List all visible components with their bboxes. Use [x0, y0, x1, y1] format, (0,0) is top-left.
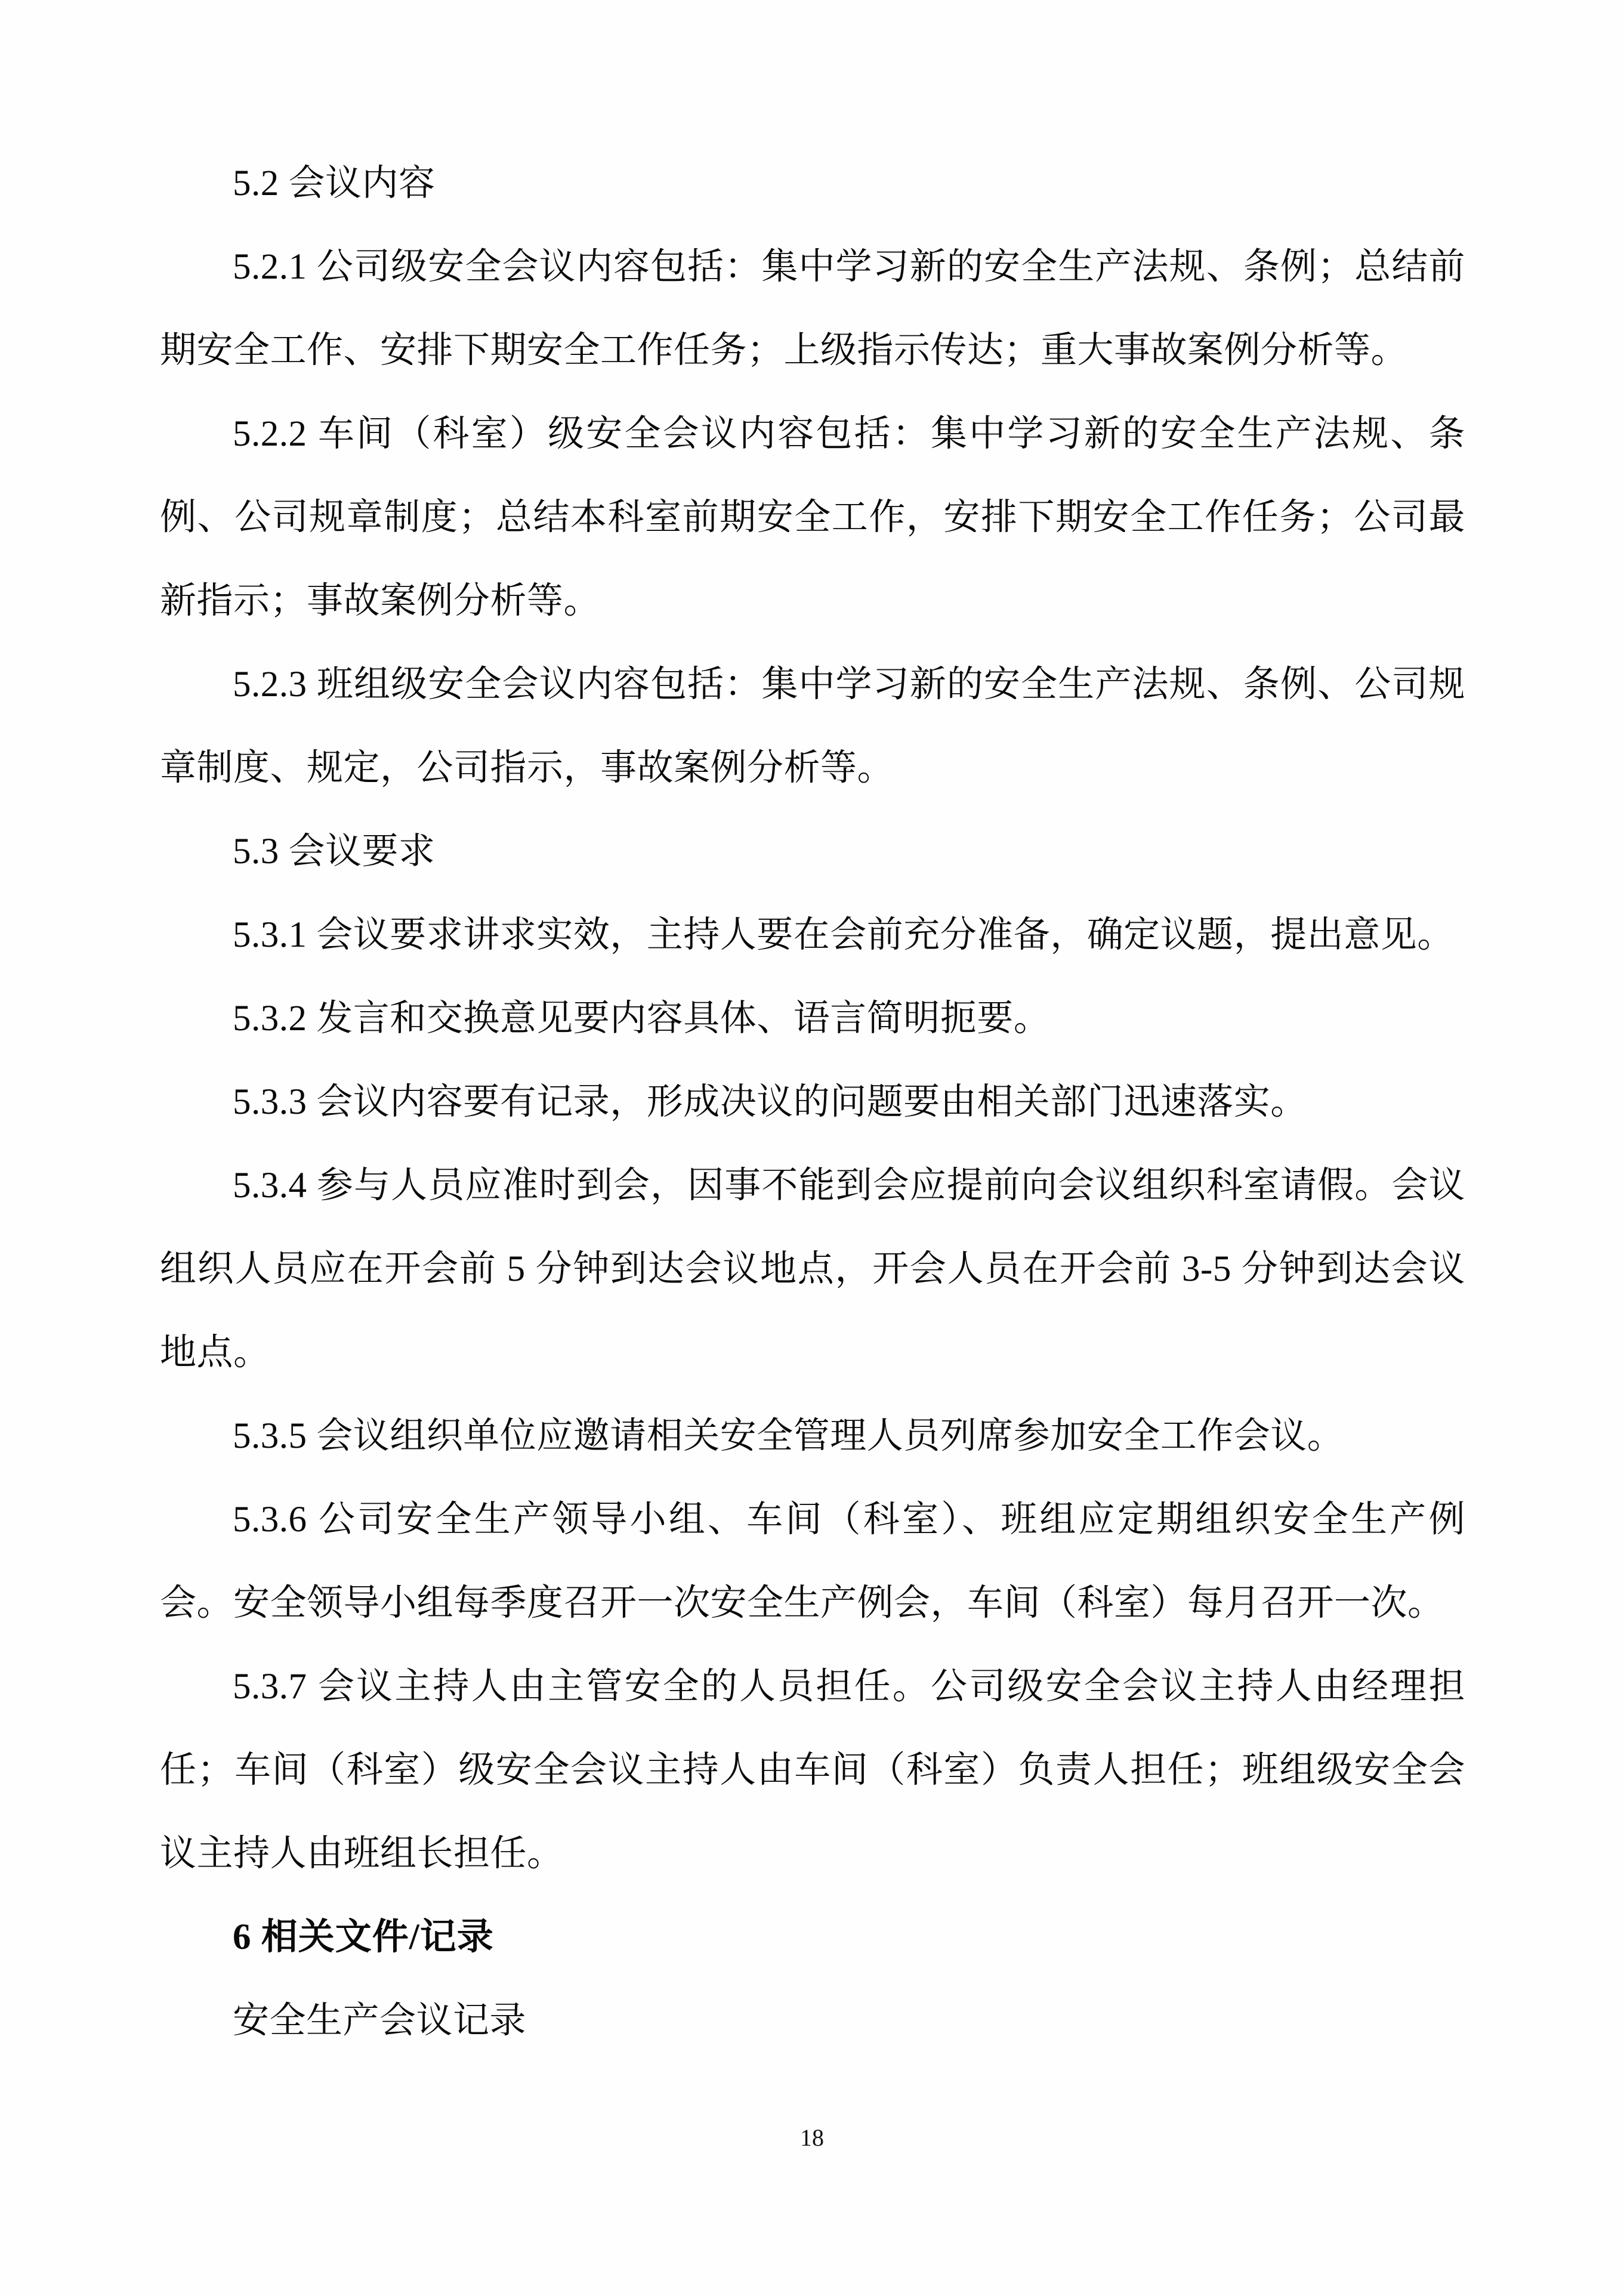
section-heading-5-3: 5.3 会议要求	[233, 832, 436, 872]
page-number: 18	[800, 2124, 824, 2151]
paragraph-5-2-2: 5.2.2 车间（科室）级安全会议内容包括：集中学习新的安全生产法规、条例、公司规章制度；总结本科室前期安全工作，安排下期安全工作任务；公司最新指示；事故案例分析等。	[160, 414, 1465, 621]
section-heading-6: 6 相关文件/记录	[233, 1917, 494, 1957]
section-heading-5-2: 5.2 会议内容	[233, 163, 436, 203]
paragraph-5-3-5: 5.3.5 会议组织单位应邀请相关安全管理人员列席参加安全工作会议。	[233, 1416, 1344, 1456]
paragraph-5-3-3: 5.3.3 会议内容要有记录，形成决议的问题要由相关部门迅速落实。	[233, 1082, 1307, 1122]
document-body	[160, 142, 1465, 2063]
paragraph-5-3-6: 5.3.6 公司安全生产领导小组、车间（科室）、班组应定期组织安全生产例会。安全领导小组每季度召开一次安全生产例会，车间（科室）每月召开一次。	[160, 1500, 1465, 1623]
related-record-item: 安全生产会议记录	[233, 2001, 527, 2041]
paragraph-5-3-2: 5.3.2 发言和交换意见要内容具体、语言简明扼要。	[233, 999, 1051, 1039]
paragraph-5-3-1: 5.3.1 会议要求讲求实效，主持人要在会前充分准备，确定议题，提出意见。	[233, 915, 1454, 955]
paragraph-5-3-7: 5.3.7 会议主持人由主管安全的人员担任。公司级安全会议主持人由经理担任；车间（科室）级安全会议主持人由车间（科室）负责人担任；班组级安全会议主持人由班组长担任。	[160, 1667, 1465, 1874]
paragraph-5-2-3: 5.2.3 班组级安全会议内容包括：集中学习新的安全生产法规、条例、公司规章制度、规定，公司指示，事故案例分析等。	[160, 665, 1465, 788]
paragraph-5-3-4: 5.3.4 参与人员应准时到会，因事不能到会应提前向会议组织科室请假。会议组织人员应在开会前 5 分钟到达会议地点，开会人员在开会前 3-5 分钟到达会议地点。	[160, 1166, 1465, 1373]
paragraph-5-2-1: 5.2.1 公司级安全会议内容包括：集中学习新的安全生产法规、条例；总结前期安全工作、安排下期安全工作任务；上级指示传达；重大事故案例分析等。	[160, 247, 1465, 370]
